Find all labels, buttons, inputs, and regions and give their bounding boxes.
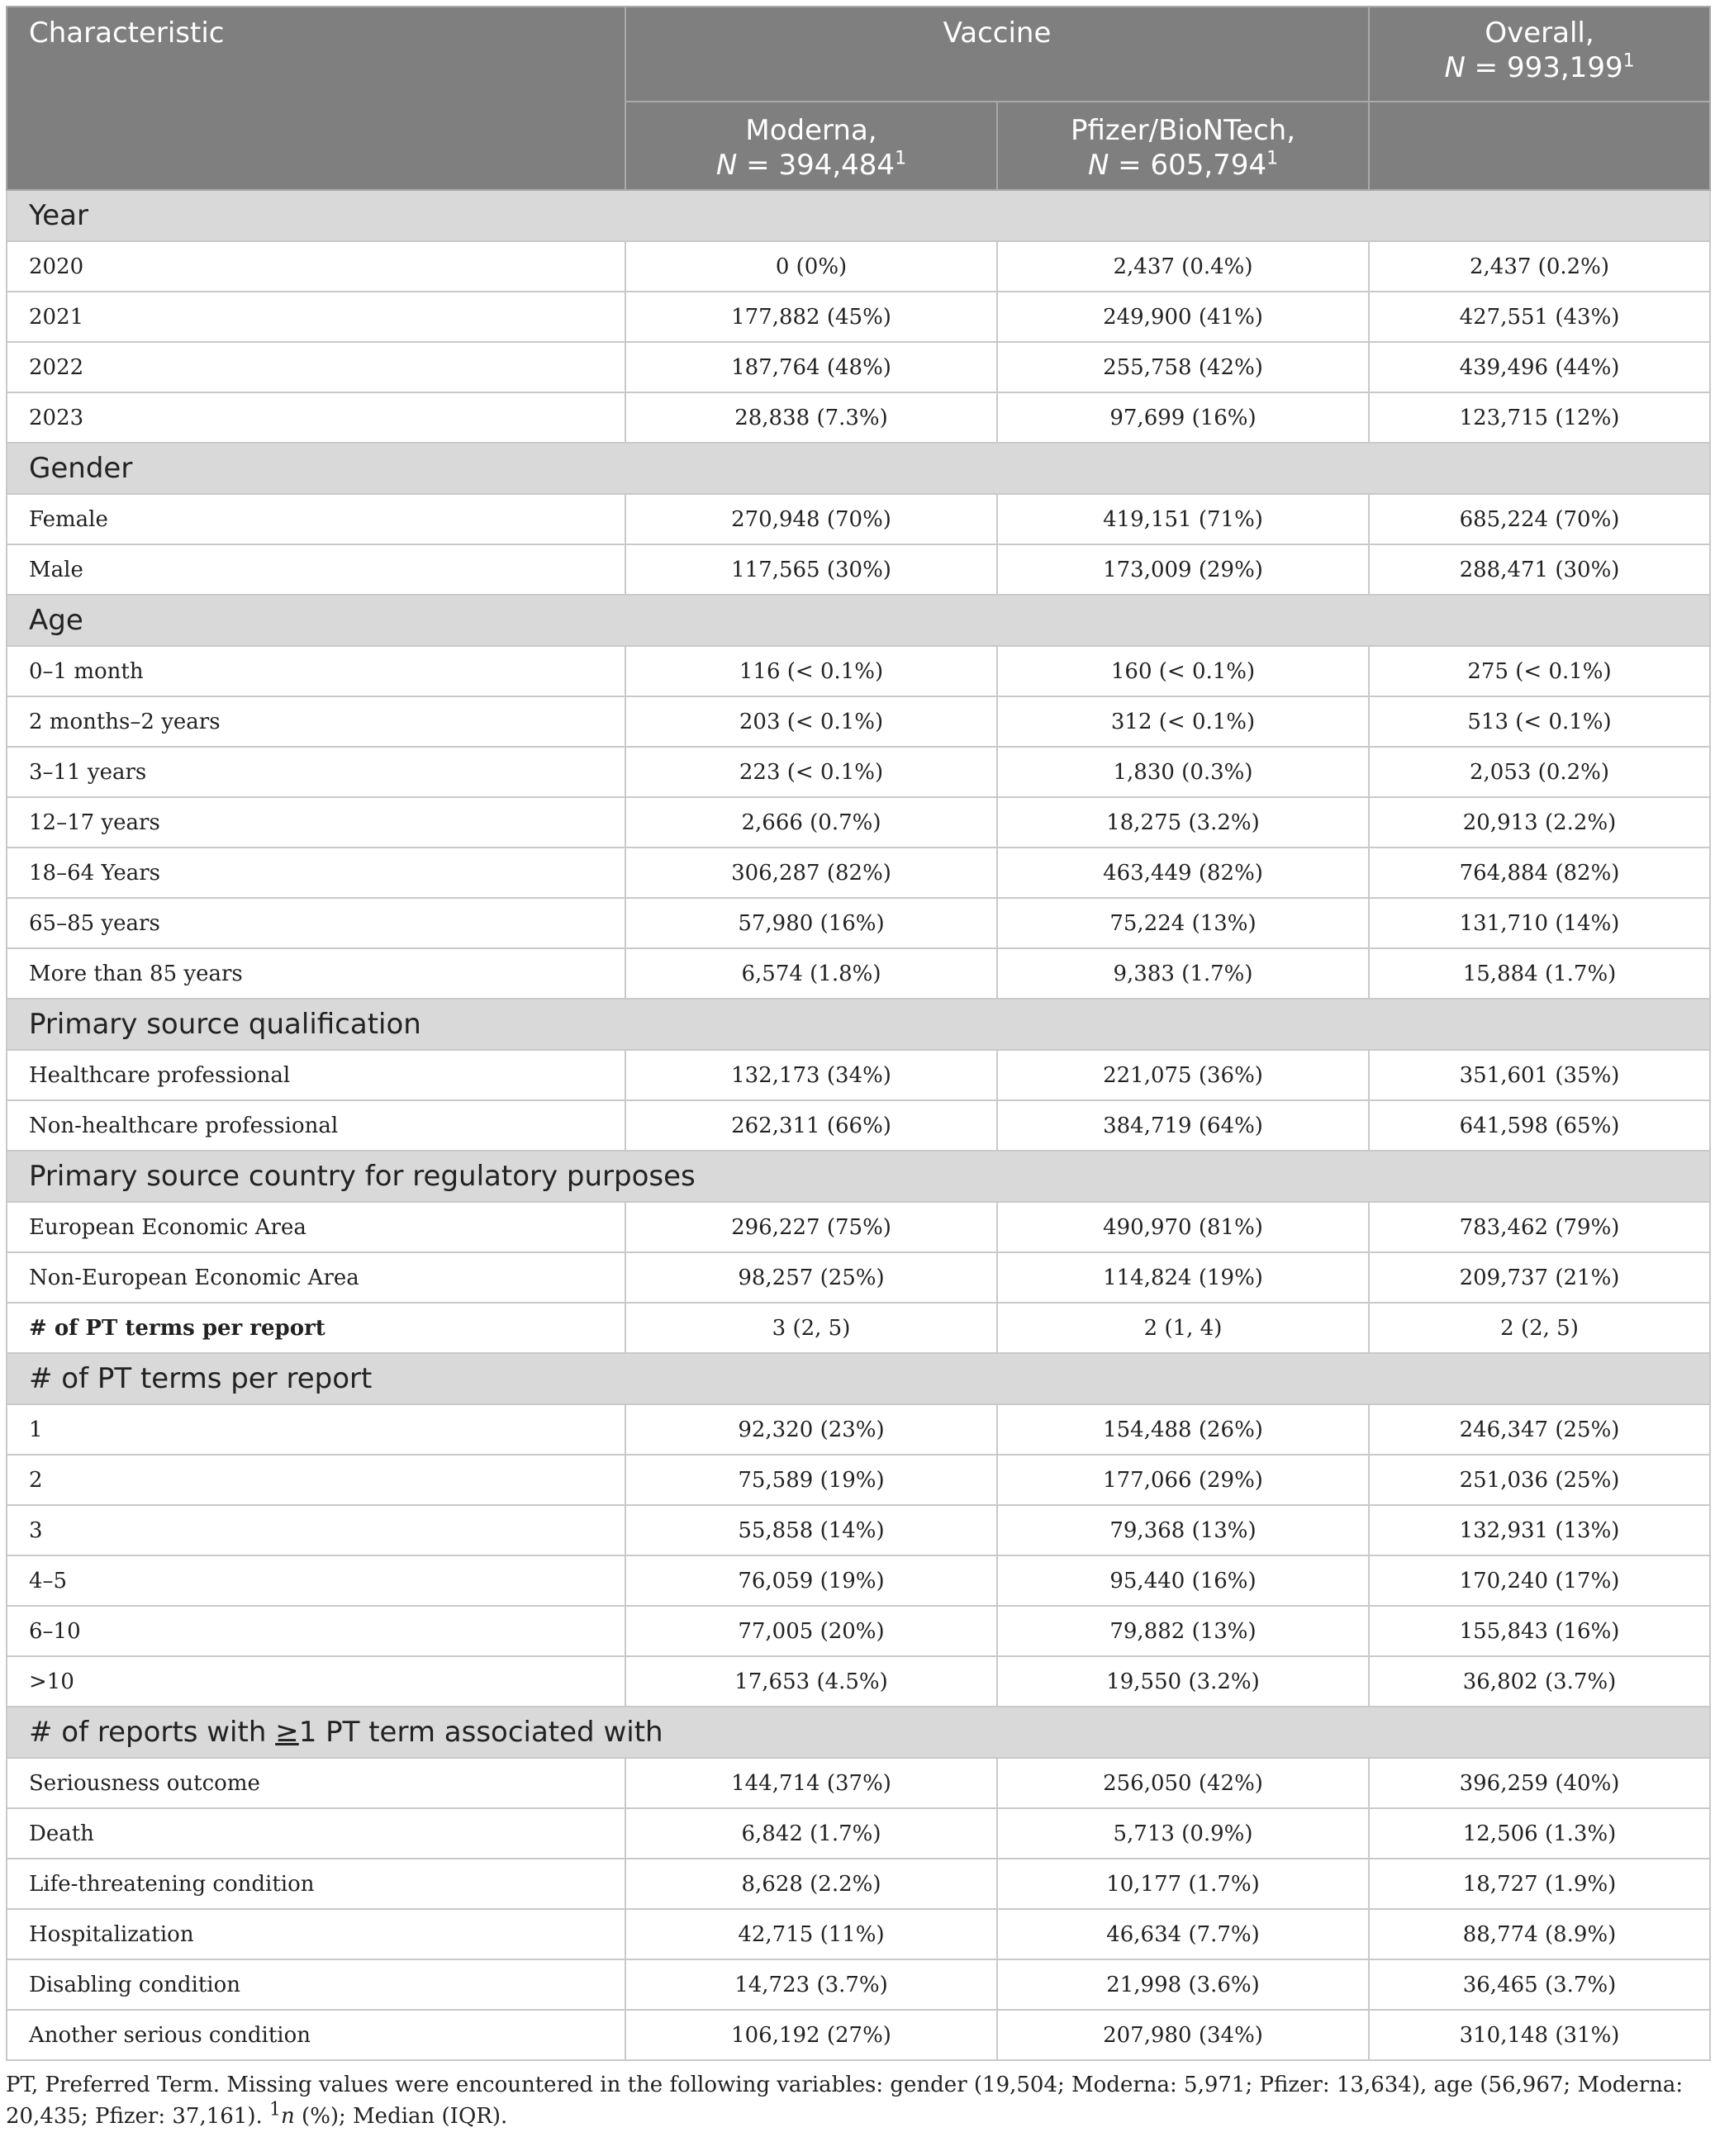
overall-value: 132,931 (13%) [1369,1505,1710,1555]
table-row [7,292,1710,342]
table-row [7,747,1710,797]
overall-value: 20,913 (2.2%) [1369,797,1710,848]
table-row [7,1959,1710,2010]
section-title: Primary source country for regulatory purposes [7,1151,1710,1202]
header-characteristic: Characteristic [7,7,625,190]
row-label: 2020 [7,241,625,292]
header-row-1 [7,7,1710,102]
overall-value: 2,053 (0.2%) [1369,747,1710,797]
table-row [7,797,1710,848]
pfizer-value: 46,634 (7.7%) [997,1909,1369,1959]
moderna-value: 144,714 (37%) [625,1758,997,1808]
header-overall-n-prefix: N [1444,51,1466,84]
moderna-value: 132,173 (34%) [625,1050,997,1100]
header-moderna-n [626,148,996,183]
table-row [7,342,1710,392]
moderna-value: 3 (2, 5) [625,1303,997,1353]
moderna-value: 106,192 (27%) [625,2010,997,2060]
row-label: 0–1 month [7,646,625,696]
moderna-value: 262,311 (66%) [625,1100,997,1151]
table-row [7,898,1710,948]
overall-value: 783,462 (79%) [1369,1202,1710,1252]
header-overall-sup: 1 [1622,50,1635,72]
row-label: Hospitalization [7,1909,625,1959]
moderna-value: 187,764 (48%) [625,342,997,392]
pfizer-value: 463,449 (82%) [997,848,1369,898]
pfizer-value: 419,151 (71%) [997,494,1369,544]
pfizer-value: 9,383 (1.7%) [997,948,1369,999]
row-label: Female [7,494,625,544]
row-label: Non-healthcare professional [7,1100,625,1151]
header-overall-n [1370,50,1709,85]
pfizer-value: 2 (1, 4) [997,1303,1369,1353]
overall-value: 251,036 (25%) [1369,1455,1710,1505]
pfizer-value: 173,009 (29%) [997,544,1369,595]
table-row [7,646,1710,696]
table-row [7,392,1710,443]
pfizer-value: 490,970 (81%) [997,1202,1369,1252]
section-header-row [7,190,1710,241]
overall-value: 18,727 (1.9%) [1369,1859,1710,1909]
pfizer-value: 177,066 (29%) [997,1455,1369,1505]
table-row [7,494,1710,544]
header-pfizer-n-value: = 605,794 [1109,148,1267,182]
moderna-value: 92,320 (23%) [625,1404,997,1455]
pfizer-value: 1,830 (0.3%) [997,747,1369,797]
row-label: 1 [7,1404,625,1455]
moderna-value: 6,842 (1.7%) [625,1808,997,1859]
section-title-prefix: # of reports with [29,1716,276,1749]
pfizer-value: 255,758 (42%) [997,342,1369,392]
row-label: Seriousness outcome [7,1758,625,1808]
moderna-value: 0 (0%) [625,241,997,292]
overall-value: 15,884 (1.7%) [1369,948,1710,999]
moderna-value: 223 (< 0.1%) [625,747,997,797]
overall-value: 310,148 (31%) [1369,2010,1710,2060]
overall-value: 170,240 (17%) [1369,1555,1710,1606]
section-title [7,1707,1710,1758]
overall-value: 131,710 (14%) [1369,898,1710,948]
moderna-value: 55,858 (14%) [625,1505,997,1555]
row-label: 3 [7,1505,625,1555]
moderna-value: 57,980 (16%) [625,898,997,948]
row-label: # of PT terms per report [7,1303,625,1353]
pfizer-value: 79,882 (13%) [997,1606,1369,1656]
row-label: 18–64 Years [7,848,625,898]
section-title-suffix: 1 PT term associated with [298,1716,663,1749]
header-pfizer-n [998,148,1368,183]
overall-value: 764,884 (82%) [1369,848,1710,898]
header-moderna-n-prefix: N [715,148,738,182]
overall-value: 123,715 (12%) [1369,392,1710,443]
row-label: 65–85 years [7,898,625,948]
moderna-value: 8,628 (2.2%) [625,1859,997,1909]
pfizer-value: 21,998 (3.6%) [997,1959,1369,2010]
moderna-value: 177,882 (45%) [625,292,997,342]
section-header-row [7,1151,1710,1202]
overall-value: 155,843 (16%) [1369,1606,1710,1656]
row-label: 12–17 years [7,797,625,848]
header-pfizer-label: Pfizer/BioNTech, [1070,113,1296,147]
section-title: Year [7,190,1710,241]
overall-value: 12,506 (1.3%) [1369,1808,1710,1859]
overall-value: 2 (2, 5) [1369,1303,1710,1353]
section-title: Primary source qualification [7,999,1710,1050]
pfizer-value: 312 (< 0.1%) [997,696,1369,747]
table-row [7,1404,1710,1455]
section-header-row [7,1353,1710,1404]
row-label: More than 85 years [7,948,625,999]
moderna-value: 77,005 (20%) [625,1606,997,1656]
table-row [7,1455,1710,1505]
header-moderna-n-value: = 394,484 [737,148,896,182]
pfizer-value: 5,713 (0.9%) [997,1808,1369,1859]
table-row [7,1050,1710,1100]
pfizer-value: 97,699 (16%) [997,392,1369,443]
overall-value: 396,259 (40%) [1369,1758,1710,1808]
row-label: >10 [7,1656,625,1707]
row-label: European Economic Area [7,1202,625,1252]
table-row [7,1656,1710,1707]
section-header-row [7,595,1710,646]
table-row [7,1252,1710,1303]
overall-value: 641,598 (65%) [1369,1100,1710,1151]
moderna-value: 75,589 (19%) [625,1455,997,1505]
moderna-value: 2,666 (0.7%) [625,797,997,848]
pfizer-value: 114,824 (19%) [997,1252,1369,1303]
moderna-value: 98,257 (25%) [625,1252,997,1303]
table-row [7,1909,1710,1959]
row-label: Non-European Economic Area [7,1252,625,1303]
table-row [7,544,1710,595]
overall-value: 275 (< 0.1%) [1369,646,1710,696]
row-label: Healthcare professional [7,1050,625,1100]
overall-value: 36,802 (3.7%) [1369,1656,1710,1707]
overall-value: 439,496 (44%) [1369,342,1710,392]
pfizer-value: 10,177 (1.7%) [997,1859,1369,1909]
table-row [7,1808,1710,1859]
header-pfizer [997,102,1369,190]
table-row [7,1202,1710,1252]
section-header-row [7,443,1710,494]
row-label: Disabling condition [7,1959,625,2010]
header-vaccine: Vaccine [625,7,1369,102]
table-container [6,6,1709,2132]
overall-value: 2,437 (0.2%) [1369,241,1710,292]
overall-value: 685,224 (70%) [1369,494,1710,544]
header-moderna [625,102,997,190]
overall-value: 427,551 (43%) [1369,292,1710,342]
pfizer-value: 19,550 (3.2%) [997,1656,1369,1707]
moderna-value: 76,059 (19%) [625,1555,997,1606]
table-row [7,1505,1710,1555]
overall-value: 209,737 (21%) [1369,1252,1710,1303]
section-title-ge: ≥ [275,1716,299,1749]
moderna-value: 6,574 (1.8%) [625,948,997,999]
table-row [7,1606,1710,1656]
row-label: 2022 [7,342,625,392]
row-label: Life-threatening condition [7,1859,625,1909]
moderna-value: 117,565 (30%) [625,544,997,595]
section-title: Age [7,595,1710,646]
table-row [7,848,1710,898]
header-overall-label: Overall, [1485,17,1594,50]
moderna-value: 42,715 (11%) [625,1909,997,1959]
moderna-value: 296,227 (75%) [625,1202,997,1252]
moderna-value: 306,287 (82%) [625,848,997,898]
table-row [7,2010,1710,2060]
row-label: 2 months–2 years [7,696,625,747]
table-body [7,190,1710,2060]
pfizer-value: 221,075 (36%) [997,1050,1369,1100]
pfizer-value: 384,719 (64%) [997,1100,1369,1151]
row-label: Another serious condition [7,2010,625,2060]
footnote-text: PT, Preferred Term. Missing values were encountered in the following variables: gender (19,504; Moderna: 5,971; Pfizer: 13,634), age (56,967; Moderna: 20,435; Pfizer: 37,161). [6,2073,1684,2129]
table-row [7,948,1710,999]
pfizer-value: 75,224 (13%) [997,898,1369,948]
row-label: 2023 [7,392,625,443]
section-header-row [7,999,1710,1050]
table-row [7,1555,1710,1606]
pfizer-value: 249,900 (41%) [997,292,1369,342]
overall-value: 246,347 (25%) [1369,1404,1710,1455]
pfizer-value: 79,368 (13%) [997,1505,1369,1555]
row-label: 3–11 years [7,747,625,797]
moderna-value: 270,948 (70%) [625,494,997,544]
table-row [7,1100,1710,1151]
table-row [7,241,1710,292]
moderna-value: 116 (< 0.1%) [625,646,997,696]
header-moderna-sup: 1 [895,148,907,169]
pfizer-value: 207,980 (34%) [997,2010,1369,2060]
pfizer-value: 256,050 (42%) [997,1758,1369,1808]
table-row [7,696,1710,747]
overall-value: 288,471 (30%) [1369,544,1710,595]
table-row [7,1303,1710,1353]
characteristics-table [6,6,1711,2061]
moderna-value: 14,723 (3.7%) [625,1959,997,2010]
pfizer-value: 95,440 (16%) [997,1555,1369,1606]
footnote-n: n [281,2104,295,2129]
row-label: Death [7,1808,625,1859]
header-pfizer-n-prefix: N [1087,148,1109,182]
footnote-sup: 1 [269,2099,282,2120]
row-label: 2021 [7,292,625,342]
overall-value: 88,774 (8.9%) [1369,1909,1710,1959]
row-label: 4–5 [7,1555,625,1606]
pfizer-value: 2,437 (0.4%) [997,241,1369,292]
overall-value: 513 (< 0.1%) [1369,696,1710,747]
section-title: Gender [7,443,1710,494]
row-label: 6–10 [7,1606,625,1656]
table-row [7,1859,1710,1909]
pfizer-value: 154,488 (26%) [997,1404,1369,1455]
moderna-value: 28,838 (7.3%) [625,392,997,443]
section-title: # of PT terms per report [7,1353,1710,1404]
moderna-value: 203 (< 0.1%) [625,696,997,747]
header-overall [1369,7,1710,102]
row-label: 2 [7,1455,625,1505]
overall-value: 351,601 (35%) [1369,1050,1710,1100]
footnote [6,2061,1709,2132]
header-overall-blank [1369,102,1710,190]
moderna-value: 17,653 (4.5%) [625,1656,997,1707]
table-row [7,1758,1710,1808]
header-moderna-label: Moderna, [745,113,877,147]
footnote-tail: (%); Median (IQR). [294,2104,508,2129]
section-header-row [7,1707,1710,1758]
overall-value: 36,465 (3.7%) [1369,1959,1710,2010]
header-pfizer-sup: 1 [1266,148,1279,169]
row-label: Male [7,544,625,595]
header-overall-n-value: = 993,199 [1465,51,1623,84]
pfizer-value: 160 (< 0.1%) [997,646,1369,696]
pfizer-value: 18,275 (3.2%) [997,797,1369,848]
